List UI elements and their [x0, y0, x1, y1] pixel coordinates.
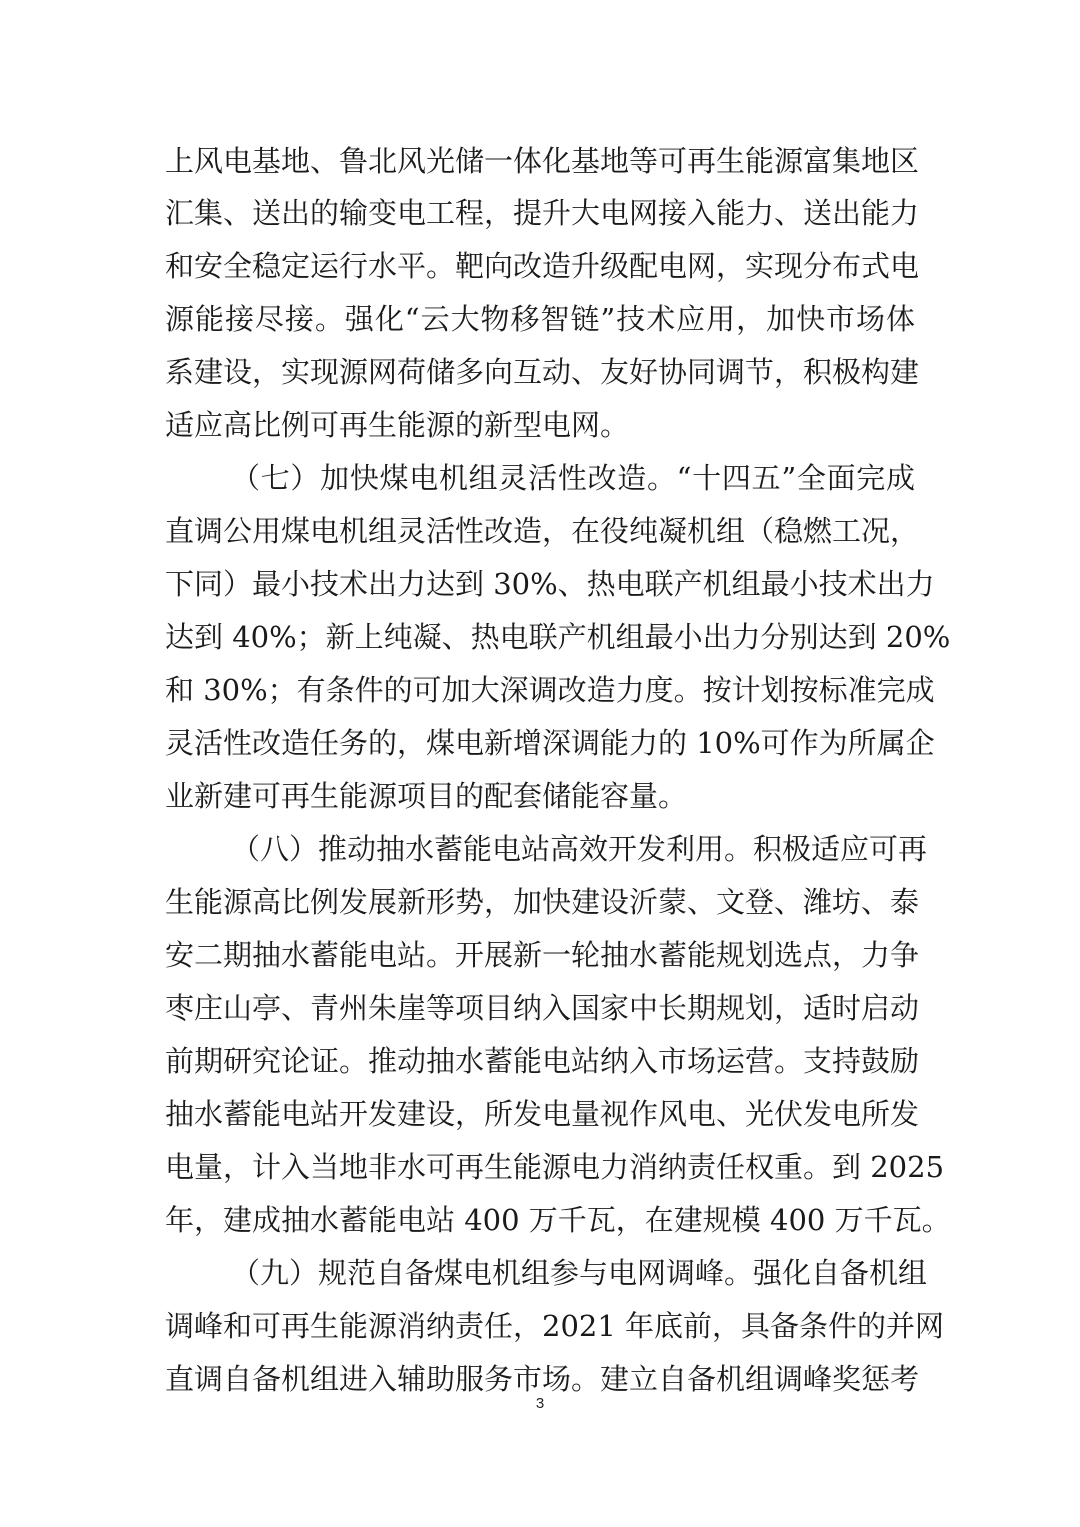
text-line: 安二期抽水蓄能电站。开展新一轮抽水蓄能规划选点，力争 — [165, 938, 920, 972]
text-line: 汇集、送出的输变电工程，提升大电网接入能力、送出能力 — [165, 196, 920, 230]
text-line: 枣庄山亭、青州朱崖等项目纳入国家中长期规划，适时启动 — [165, 991, 920, 1025]
text-line: 调峰和可再生能源消纳责任，2021 年底前，具备条件的并网 — [165, 1309, 945, 1343]
text-line: 前期研究论证。推动抽水蓄能电站纳入市场运营。支持鼓励 — [165, 1044, 920, 1078]
section-heading-line: （七）加快煤电机组灵活性改造。“十四五”全面完成 — [231, 461, 915, 495]
text-line: 下同）最小技术出力达到 30%、热电联产机组最小技术出力 — [165, 567, 935, 601]
section-heading-line: （八）推动抽水蓄能电站高效开发利用。积极适应可再 — [231, 832, 928, 866]
text-line: 适应高比例可再生能源的新型电网。 — [165, 408, 630, 442]
section-heading-line: （九）规范自备煤电机组参与电网调峰。强化自备机组 — [231, 1256, 928, 1290]
page-number: 3 — [535, 1395, 545, 1412]
text-line: 系建设，实现源网荷储多向互动、友好协同调节，积极构建 — [165, 355, 920, 389]
text-line: 和安全稳定运行水平。靶向改造升级配电网，实现分布式电 — [165, 249, 920, 283]
text-line: 灵活性改造任务的，煤电新增深调能力的 10%可作为所属企 — [165, 726, 935, 760]
text-line: 源能接尽接。强化“云大物移智链”技术应用，加快市场体 — [165, 302, 915, 336]
text-line: 生能源高比例发展新形势，加快建设沂蒙、文登、潍坊、泰 — [165, 885, 920, 919]
text-line: 业新建可再生能源项目的配套储能容量。 — [165, 779, 688, 813]
text-line: 电量，计入当地非水可再生能源电力消纳责任权重。到 2025 — [165, 1150, 945, 1184]
text-line: 达到 40%；新上纯凝、热电联产机组最小出力分别达到 20% — [165, 620, 951, 654]
text-line: 年，建成抽水蓄能电站 400 万千瓦，在建规模 400 万千瓦。 — [165, 1203, 951, 1237]
text-line: 和 30%；有条件的可加大深调改造力度。按计划按标准完成 — [165, 673, 935, 707]
text-line: 上风电基地、鲁北风光储一体化基地等可再生能源富集地区 — [165, 144, 920, 178]
text-line: 抽水蓄能电站开发建设，所发电量视作风电、光伏发电所发 — [165, 1097, 920, 1131]
text-line: 直调自备机组进入辅助服务市场。建立自备机组调峰奖惩考 — [165, 1362, 920, 1396]
text-line: 直调公用煤电机组灵活性改造，在役纯凝机组（稳燃工况， — [165, 514, 920, 548]
